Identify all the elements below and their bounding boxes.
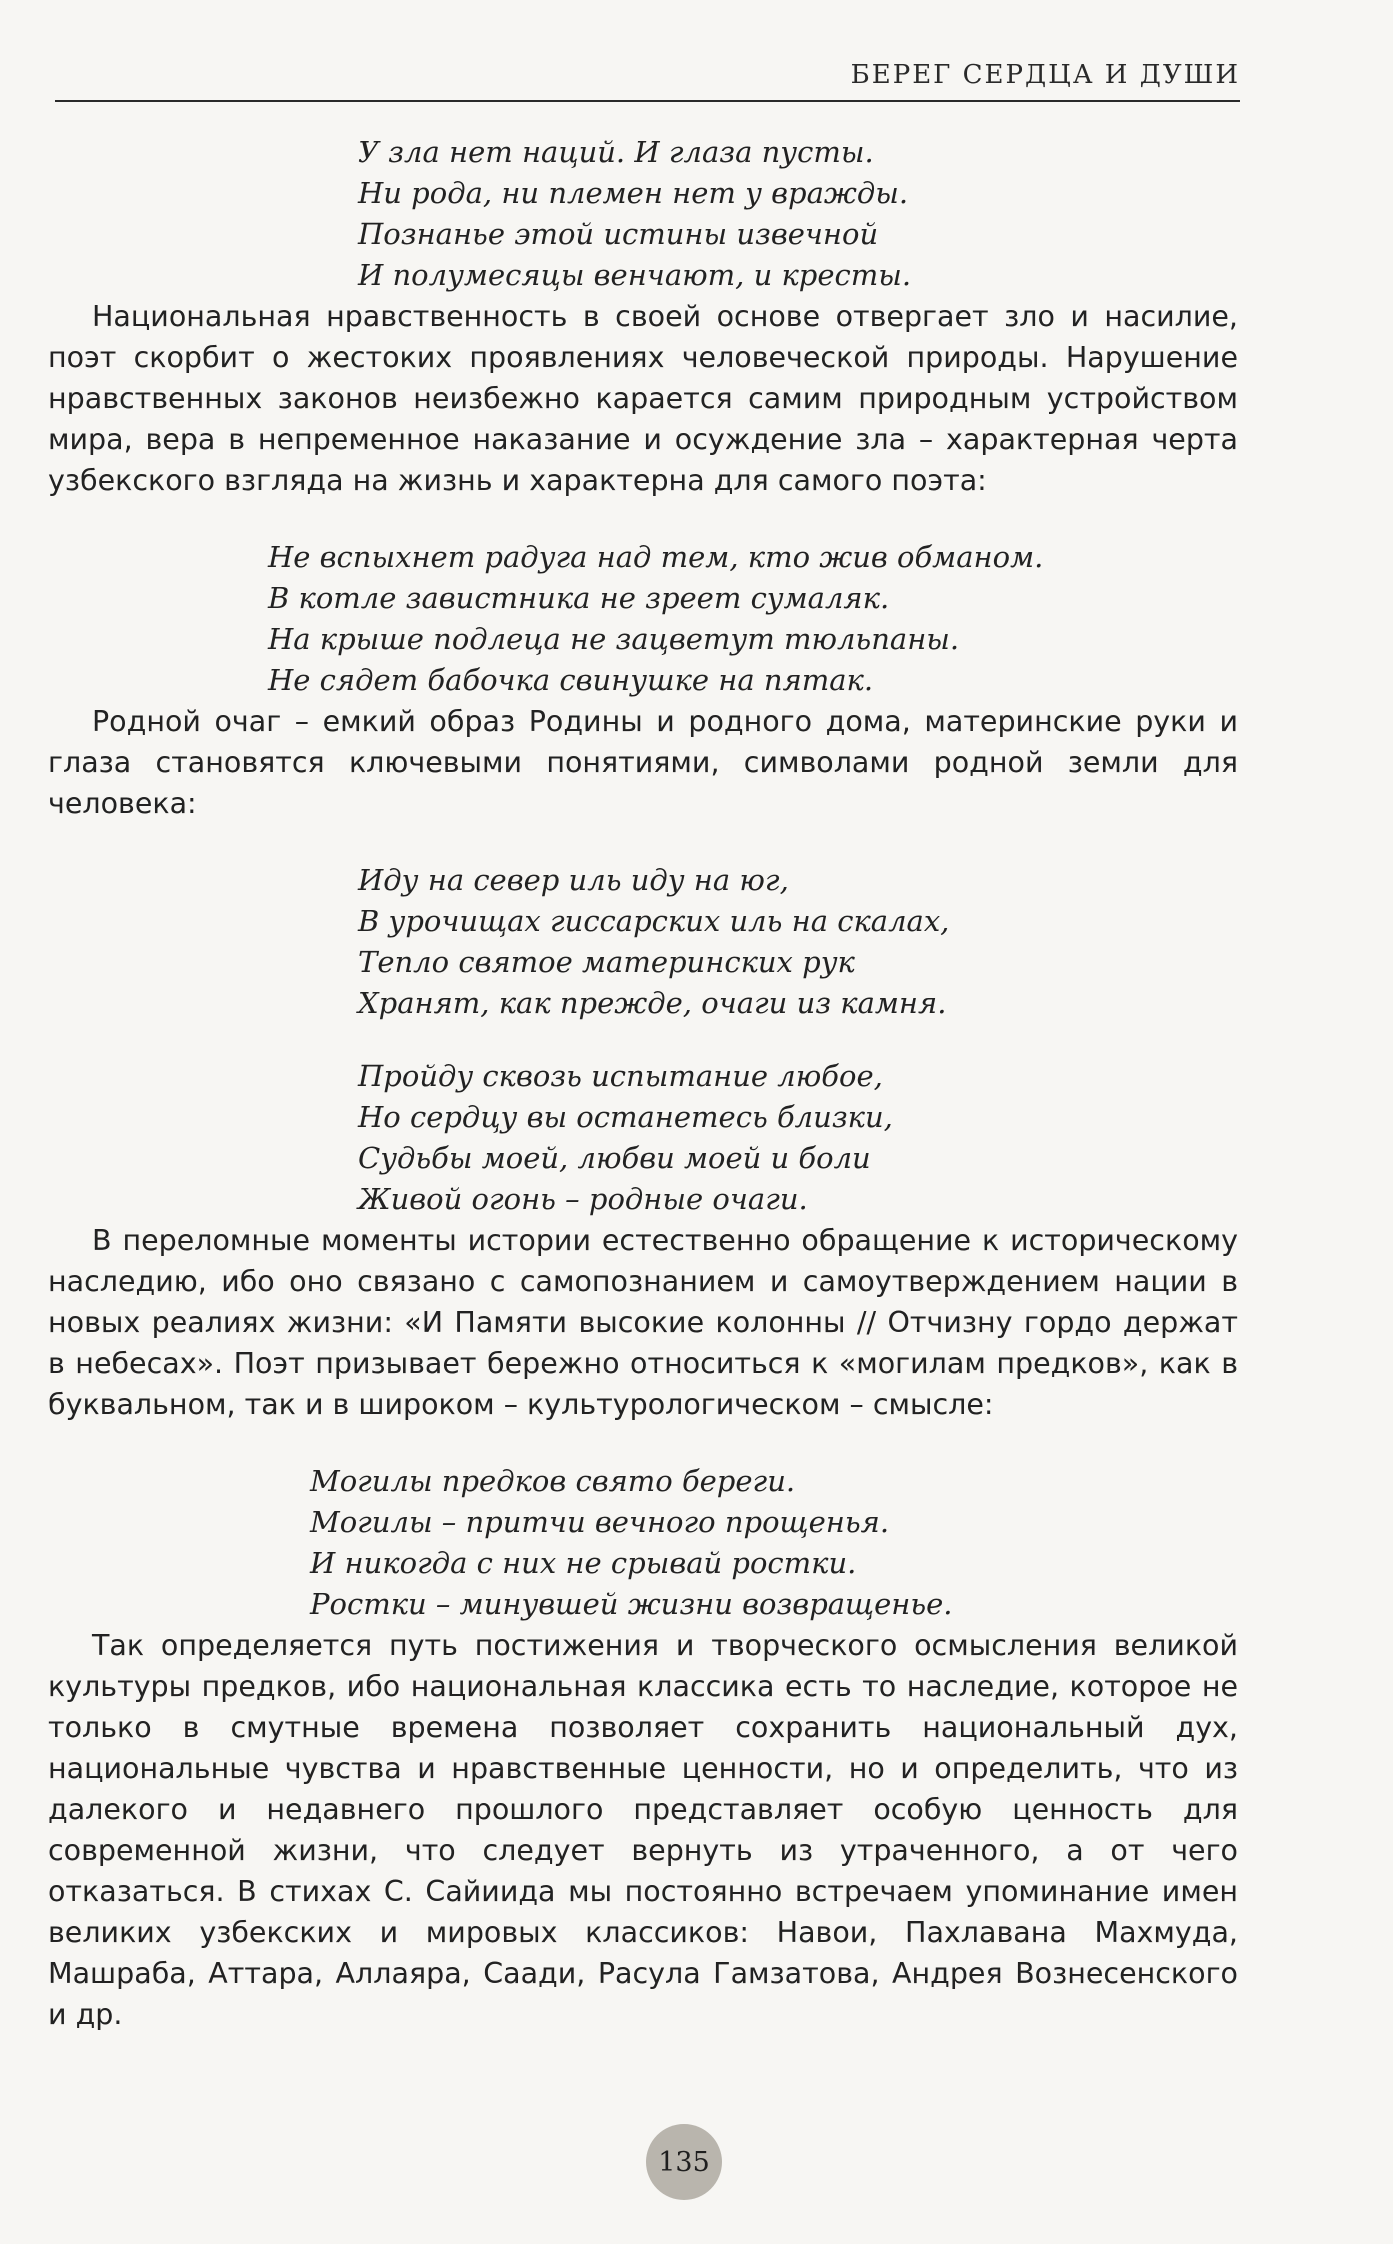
header-rule: [55, 100, 1240, 102]
poem-stanza-4: [358, 1056, 1238, 1220]
running-title: БЕРЕГ СЕРДЦА И ДУШИ: [850, 60, 1240, 90]
verse-line: Могилы – притчи вечного прощенья.: [310, 1505, 890, 1539]
verse-line: Пройду сквозь испытание любое,: [358, 1059, 883, 1093]
verse-line: Судьбы моей, любви моей и боли: [358, 1141, 871, 1175]
verse-line: У зла нет наций. И глаза пусты.: [358, 135, 874, 169]
verse-line: В урочищах гиссарских иль на скалах,: [358, 904, 950, 938]
verse-line: Не сядет бабочка свинушке на пятак.: [268, 663, 874, 697]
poem-stanza-3: [358, 860, 1238, 1024]
page-number: 135: [646, 2124, 722, 2200]
verse-line: Тепло святое материнских рук: [358, 945, 855, 979]
verse-line: И полумесяцы венчают, и кресты.: [358, 258, 912, 292]
page-content: [48, 132, 1238, 2035]
verse-line: Познанье этой истины извечной: [358, 217, 879, 251]
verse-line: Могилы предков свято береги.: [310, 1464, 796, 1498]
body-paragraph-3: В переломные моменты истории естественно обращение к историческому наследию, ибо оно связано с самопознанием и самоутверждением нации в новых реалиях жизни: «И Памяти высокие колонны // Отчизну гордо держат в небесах». Поэт призывает бережно относиться к «могилам предков», как в буквальном, так и в широком – культурологическом – смысле:: [48, 1224, 1238, 1421]
verse-line: Иду на север иль иду на юг,: [358, 863, 789, 897]
verse-line: Ни рода, ни племен нет у вражды.: [358, 176, 909, 210]
verse-line: Живой огонь – родные очаги.: [358, 1182, 808, 1216]
poem-stanza-2: [268, 537, 1238, 701]
verse-line: Но сердцу вы останетесь близки,: [358, 1100, 893, 1134]
verse-line: В котле завистника не зреет сумаляк.: [268, 581, 890, 615]
verse-line: И никогда с них не срывай ростки.: [310, 1546, 857, 1580]
verse-line: Не вспыхнет радуга над тем, кто жив обманом.: [268, 540, 1044, 574]
body-paragraph-2: Родной очаг – емкий образ Родины и родного дома, материнские руки и глаза становятся ключевыми понятиями, символами родной земли для человека:: [48, 705, 1238, 820]
poem-stanza-1: [358, 132, 1238, 296]
verse-line: Ростки – минувшей жизни возвращенье.: [310, 1587, 953, 1621]
poem-stanza-5: [310, 1461, 1238, 1625]
body-paragraph-1: Национальная нравственность в своей основе отвергает зло и насилие, поэт скорбит о жестоких проявлениях человеческой природы. Нарушение нравственных законов неизбежно карается самим природным устройством мира, вера в непременное наказание и осуждение зла – характерная черта узбекского взгляда на жизнь и характерна для самого поэта:: [48, 300, 1238, 497]
verse-line: На крыше подлеца не зацветут тюльпаны.: [268, 622, 960, 656]
verse-line: Хранят, как прежде, очаги из камня.: [358, 986, 947, 1020]
body-paragraph-4: Так определяется путь постижения и творческого осмысления великой культуры предков, ибо национальная классика есть то наследие, которое не только в смутные времена позволяет сохранить национальный дух, национальные чувства и нравственные ценности, но и определить, что из далекого и недавнего прошлого представляет особую ценность для современной жизни, что следует вернуть из утраченного, а от чего отказаться. В стихах С. Сайиида мы постоянно встречаем упоминание имен великих узбекских и мировых классиков: Навои, Пахлавана Махмуда, Машраба, Аттара, Аллаяра, Саади, Расула Гамзатова, Андрея Вознесенского и др.: [48, 1629, 1238, 2031]
